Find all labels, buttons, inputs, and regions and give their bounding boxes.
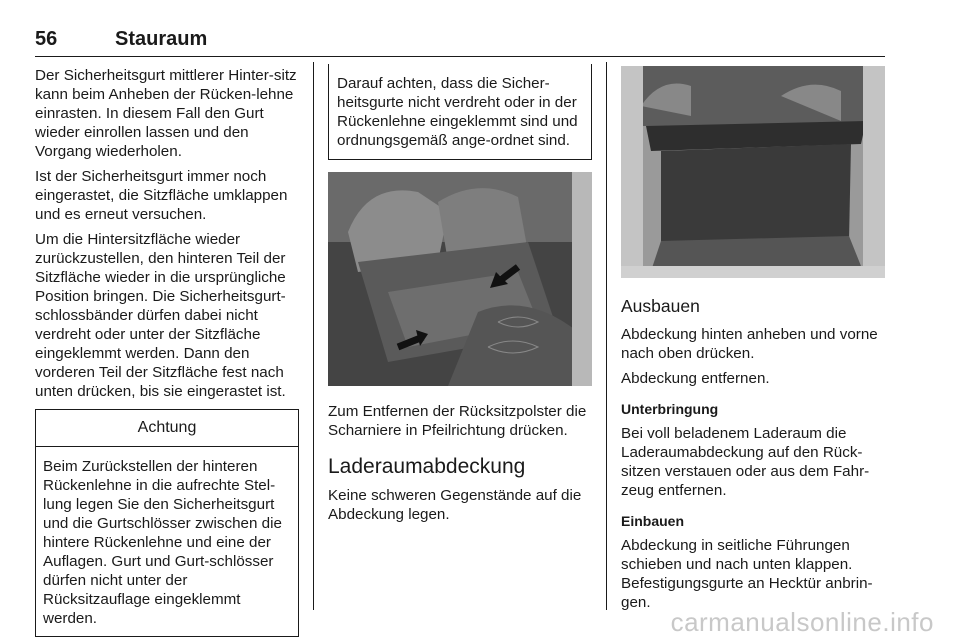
page-number: 56: [35, 28, 58, 50]
warning-text: Beim Zurückstellen der hinteren Rückenlehne in die aufrechte Stel-lung legen Sie den Sicherheitsgurt und die Gurtschlösser zwischen die hintere Rückenlehne und eine der Auflagen. Gurt und Gurt-schlösser dürfen nicht unter der Rücksitzauflage eingeklemmt werden.: [43, 458, 282, 627]
rear-seat-photo: [328, 172, 592, 386]
section-heading: Ausbauen: [621, 296, 700, 316]
subheading: Unterbringung: [621, 401, 719, 417]
photo-caption: Zum Entfernen der Rücksitzpolster die Scharniere in Pfeilrichtung drücken.: [328, 403, 587, 439]
cargo-cover-photo: [621, 66, 885, 278]
section-title: Laderaumabdeckung: [328, 455, 526, 478]
column-3: [621, 66, 885, 618]
paragraph: Der Sicherheitsgurt mittlerer Hinter-sitz kann beim Anheben der Rücken-lehne einrasten. In diesem Fall den Gurt wieder einrollen lassen und den Vorgang wiederholen.: [35, 67, 297, 160]
paragraph: Abdeckung entfernen.: [621, 370, 770, 387]
column-divider-2: [606, 62, 607, 610]
page-header: [35, 26, 885, 57]
paragraph: Abdeckung in seitliche Führungen schieben und nach unten klappen. Befestigungsgurte an Hecktür anbrin-gen.: [621, 537, 873, 611]
paragraph: Abdeckung hinten anheben und vorne nach oben drücken.: [621, 326, 878, 362]
watermark: carmanualsonline.info: [670, 607, 934, 637]
column-2: [328, 64, 592, 530]
column-1: [35, 66, 299, 637]
rear-seat-illustration: [328, 172, 592, 386]
paragraph: Keine schweren Gegenstände auf die Abdeckung legen.: [328, 487, 582, 523]
page-title: Stauraum: [115, 28, 208, 50]
warning-heading: Achtung: [36, 410, 298, 447]
warning-box: [35, 409, 299, 637]
cargo-area-illustration: [621, 66, 885, 278]
subheading: Einbauen: [621, 513, 685, 529]
note-box: Darauf achten, dass die Sicher-heitsgurte nicht verdreht oder in der Rückenlehne eingeklemmt sind und ordnungsgemäß ange-ordnet sind.: [328, 64, 592, 160]
column-divider-1: [313, 62, 314, 610]
paragraph: Bei voll beladenem Laderaum die Laderaumabdeckung auf den Rück-sitzen verstauen oder aus dem Fahr-zeug entfernen.: [621, 425, 870, 499]
paragraph: Ist der Sicherheitsgurt immer noch eingerastet, die Sitzfläche umklappen und es erneut versuchen.: [35, 168, 288, 223]
paragraph: Um die Hintersitzfläche wieder zurückzustellen, den hinteren Teil der Sitzfläche wieder in die ursprüngliche Position bringen. Die Sicherheitsgurt-schlossbänder dürfen dabei nicht verdreht oder unter der Sitzfläche eingeklemmt werden. Dann den vorderen Teil der Sitzfläche fest nach unten drücken, bis sie eingerastet ist.: [35, 231, 286, 400]
